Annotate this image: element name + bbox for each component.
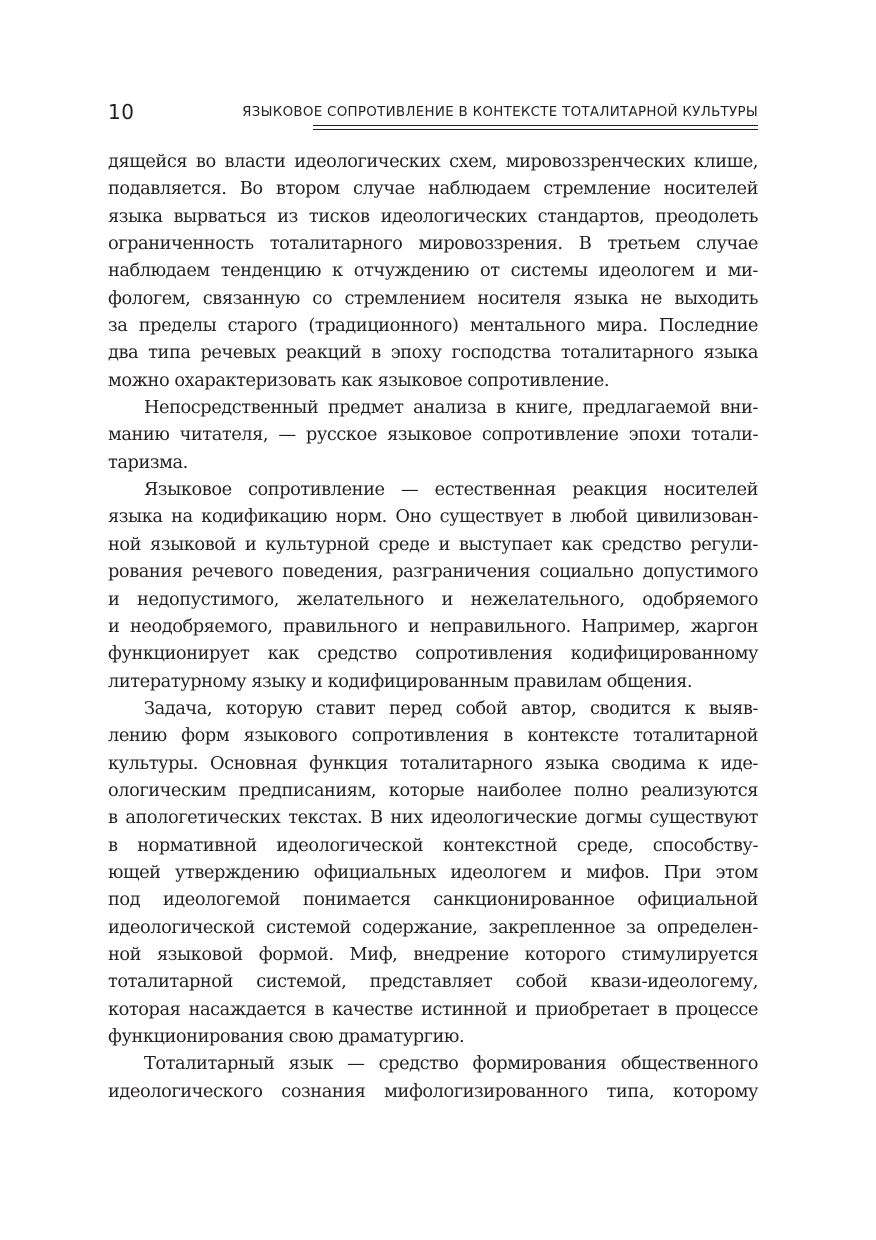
text-line: и недопустимого, желательного и нежелательного, одобряемого [108, 588, 758, 610]
text-line: идеологической системой содержание, закрепленное за определен- [108, 916, 758, 938]
text-line: ной языковой и культурной среде и выступает как средство регули- [108, 533, 758, 555]
text-line: манию читателя, — русское языковое сопротивление эпохи тотали- [108, 424, 758, 446]
body-text [108, 148, 758, 1105]
text-line: подавляется. Во втором случае наблюдаем стремление носителей [108, 178, 758, 200]
text-line: языка на кодификацию норм. Оно существует в любой цивилизован- [108, 506, 758, 528]
running-title: ЯЗЫКОВОЕ СОПРОТИВЛЕНИЕ В КОНТЕКСТЕ ТОТАЛИТАРНОЙ КУЛЬТУРЫ [242, 105, 758, 120]
text-line: тоталитарной системой, представляет собой квази-идеологему, [108, 971, 758, 993]
paragraph [108, 394, 758, 476]
header-rule [313, 125, 758, 126]
text-line: наблюдаем тенденцию к отчуждению от системы идеологем и ми- [108, 260, 758, 282]
text-line: можно охарактеризовать как языковое сопротивление. [108, 369, 610, 391]
text-line: Тоталитарный язык — средство формирования общественного [144, 1053, 758, 1075]
text-line: таризма. [108, 451, 188, 473]
page-number: 10 [108, 100, 135, 124]
text-line: языка вырваться из тисков идеологических стандартов, преодолеть [108, 205, 758, 227]
text-line: ологическим предписаниям, которые наиболее полно реализуются [108, 779, 758, 801]
header-rule [313, 129, 758, 130]
text-line: дящейся во власти идеологических схем, мировоззренческих клише, [108, 151, 758, 172]
text-line: под идеологемой понимается санкционированное официальной [108, 889, 758, 911]
paragraph [108, 1050, 758, 1105]
text-line: ющей утверждению официальных идеологем и мифов. При этом [108, 861, 758, 883]
text-line: и неодобряемого, правильного и неправильного. Например, жаргон [108, 615, 758, 637]
text-line: за пределы старого (традиционного) ментального мира. Последние [108, 315, 758, 337]
text-line: Задача, которую ставит перед собой автор, сводится к выяв- [144, 697, 758, 719]
paragraph [108, 476, 758, 695]
text-line: функционирует как средство сопротивления кодифицированному [108, 643, 758, 665]
text-line: фологем, связанную со стремлением носителя языка не выходить [108, 287, 758, 309]
text-line: Непосредственный предмет анализа в книге, предлагаемой вни- [144, 397, 758, 419]
text-line: культуры. Основная функция тоталитарного языка сводима к иде- [108, 752, 758, 774]
text-line: ограниченность тоталитарного мировоззрения. В третьем случае [108, 233, 758, 255]
running-head [108, 96, 758, 130]
text-line: функционирования свою драматургию. [108, 1026, 465, 1047]
text-line: Языковое сопротивление — естественная реакция носителей [144, 479, 758, 501]
paragraph [108, 148, 758, 394]
text-line: рования речевого поведения, разграничения социально допустимого [108, 561, 758, 583]
text-line: идеологического сознания мифологизированного типа, которому [108, 1080, 758, 1102]
text-line: два типа речевых реакций в эпоху господства тоталитарного языка [108, 342, 758, 364]
text-line: в апологетических текстах. В них идеологические догмы существуют [108, 807, 758, 829]
text-line: литературному языку и кодифицированным правилам общения. [108, 670, 693, 692]
text-line: ной языковой формой. Миф, внедрение которого стимулируется [108, 943, 758, 965]
text-line: в нормативной идеологической контекстной среде, способству- [108, 834, 758, 856]
text-line: которая насаждается в качестве истинной и приобретает в процессе [108, 998, 758, 1020]
text-line: лению форм языкового сопротивления в контексте тоталитарной [108, 725, 758, 747]
paragraph [108, 695, 758, 1050]
